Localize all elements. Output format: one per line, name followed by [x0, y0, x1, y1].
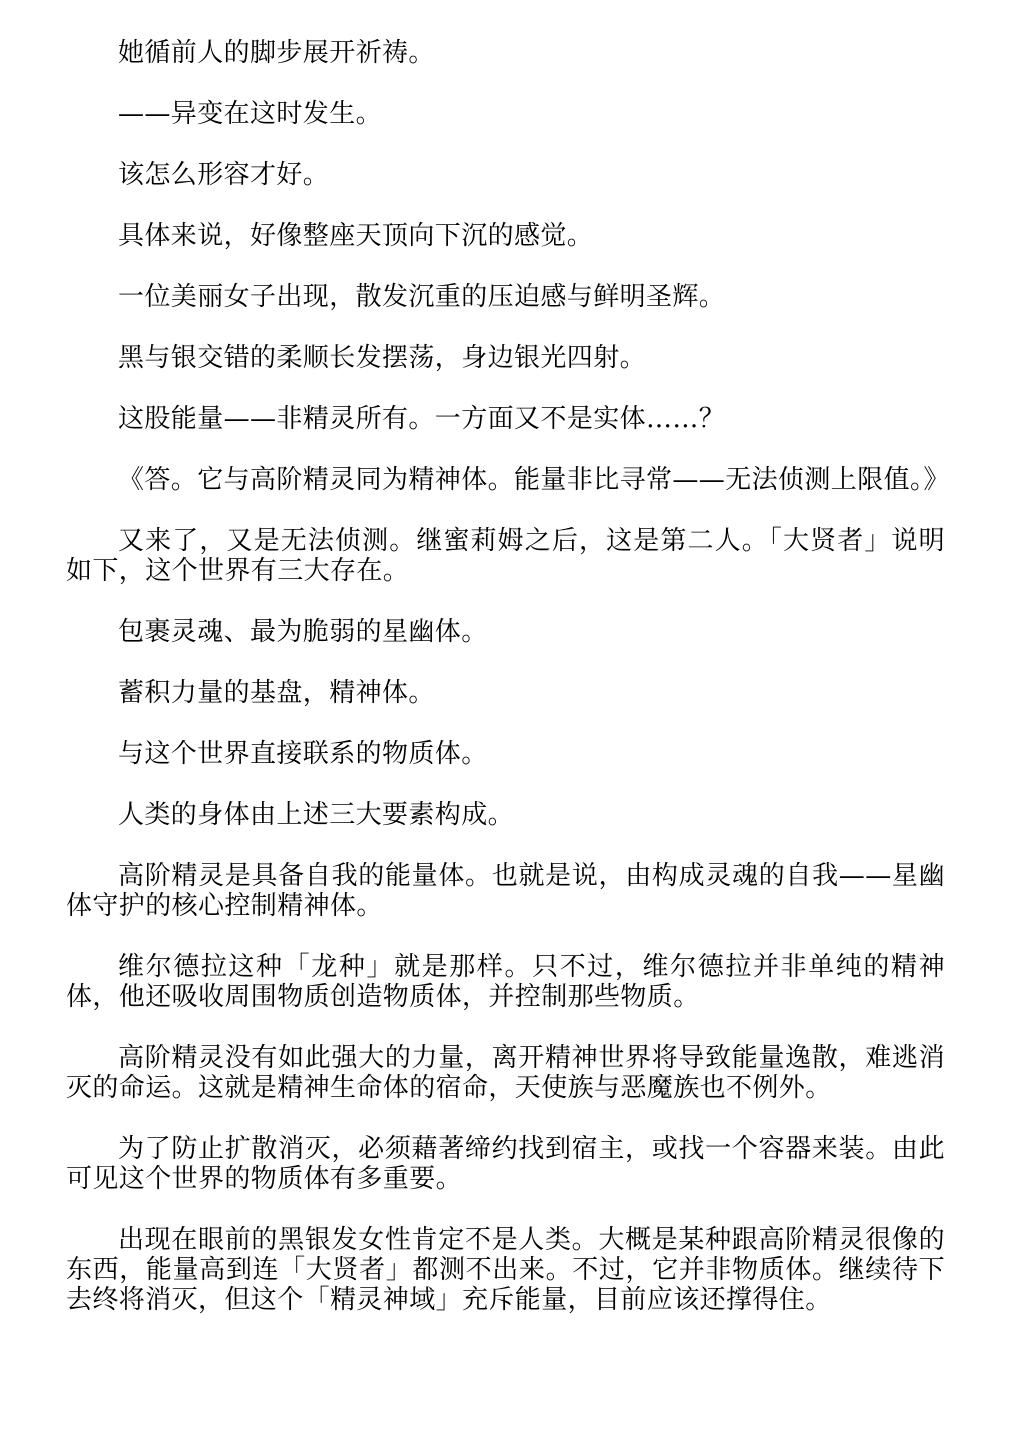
paragraph: 她循前人的脚步展开祈祷。 [118, 38, 435, 68]
paragraph: 出现在眼前的黑银发女性肯定不是人类。大概是某种跟高阶精灵很像的东西，能量高到连「大贤者」都测不出来。不过，它并非物质体。继续待下去终将消灭，但这个「精灵神域」充斥能量，目前应该还撑得住。 [66, 1225, 945, 1315]
paragraph: 包裹灵魂、最为脆弱的星幽体。 [118, 617, 488, 647]
paragraph: 该怎么形容才好。 [118, 160, 330, 190]
paragraph: 黑与银交错的柔顺长发摆荡，身边银光四射。 [118, 343, 647, 373]
paragraph: 蓄积力量的基盘，精神体。 [118, 678, 435, 708]
paragraph: 具体来说，好像整座天顶向下沉的感觉。 [118, 221, 594, 251]
paragraph: 这股能量——非精灵所有。一方面又不是实体……？ [118, 404, 726, 434]
paragraph: 高阶精灵没有如此强大的力量，离开精神世界将导致能量逸散，难逃消灭的命运。这就是精神生命体的宿命，天使族与恶魔族也不例外。 [66, 1043, 945, 1103]
paragraph: 人类的身体由上述三大要素构成。 [118, 800, 515, 830]
paragraph: 高阶精灵是具备自我的能量体。也就是说，由构成灵魂的自我——星幽体守护的核心控制精神体。 [66, 861, 945, 921]
paragraph: 一位美丽女子出现，散发沉重的压迫感与鲜明圣辉。 [118, 282, 726, 312]
paragraph: ——异变在这时发生。 [118, 99, 383, 129]
paragraph: 维尔德拉这种「龙种」就是那样。只不过，维尔德拉并非单纯的精神体，他还吸收周围物质创造物质体，并控制那些物质。 [66, 952, 945, 1012]
paragraph: 与这个世界直接联系的物质体。 [118, 739, 488, 769]
paragraph: 又来了，又是无法侦测。继蜜莉姆之后，这是第二人。「大贤者」说明如下，这个世界有三大存在。 [66, 526, 945, 586]
paragraph: 为了防止扩散消灭，必须藉著缔约找到宿主，或找一个容器来装。由此可见这个世界的物质体有多重要。 [66, 1134, 945, 1194]
paragraph: 《答。它与高阶精灵同为精神体。能量非比寻常——无法侦测上限值。》 [118, 465, 950, 495]
